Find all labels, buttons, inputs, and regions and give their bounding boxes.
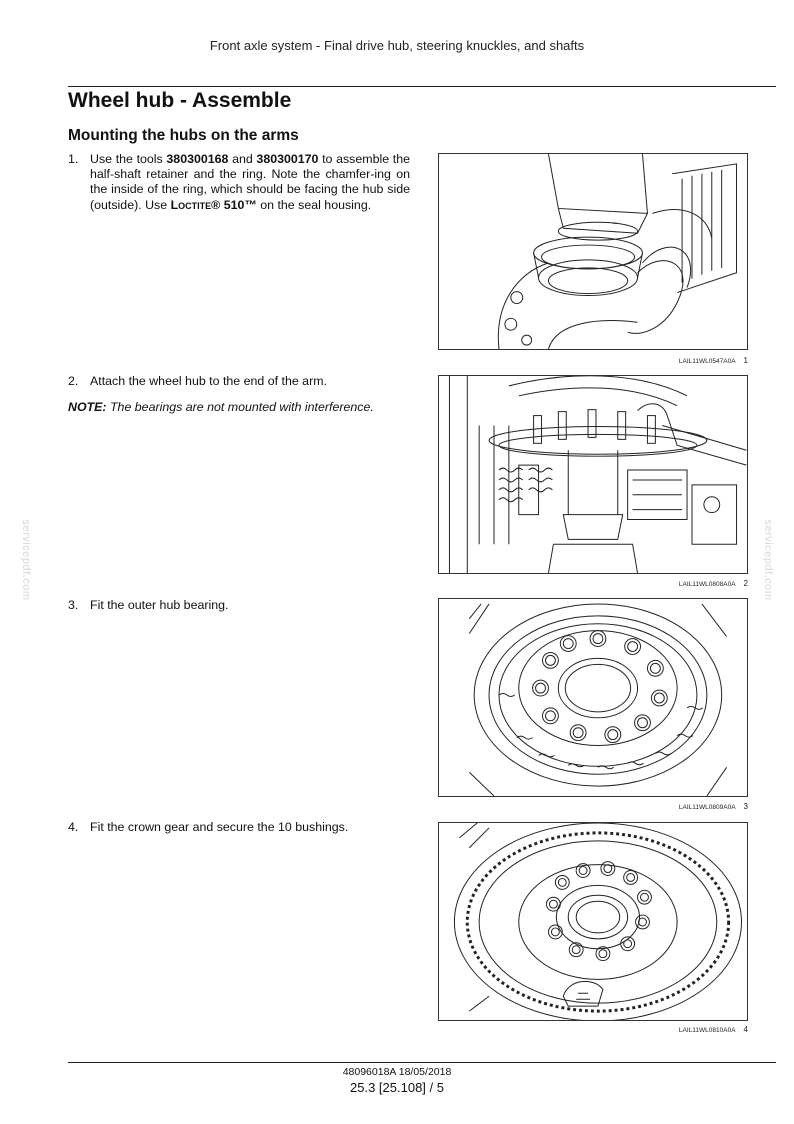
step-text [90, 152, 410, 213]
footer-divider [68, 1062, 776, 1063]
step-text-part: to assemble the half-shaft retainer and the ring. Note the chamfer-ing on the inside of the ring, which should be facing the hub side (outside). Use [90, 152, 411, 212]
page-title: Wheel hub - Assemble [68, 89, 292, 112]
step-text: Fit the crown gear and secure the 10 bushings. [90, 820, 349, 834]
figure-code: LAIL11WL0808A0A [678, 581, 736, 588]
step-number: 4. [68, 820, 79, 834]
figure-4-caption [438, 1025, 748, 1034]
step-number: 2. [68, 374, 79, 388]
figure-3-outer-bearing-illustration [438, 598, 748, 797]
footer-page-number: 25.3 [25.108] / 5 [350, 1080, 444, 1095]
footer-doc-code: 48096018A 18/05/2018 [342, 1066, 452, 1078]
step-2 [68, 374, 410, 389]
figure-3-caption [438, 802, 748, 811]
note [68, 400, 428, 414]
figure-1-ring-assembly-illustration [438, 153, 748, 350]
step-3 [68, 598, 410, 613]
figure-1-caption [438, 356, 748, 365]
note-text: The bearings are not mounted with interference. [106, 400, 374, 414]
tool-number: 380300170 [256, 152, 319, 166]
figure-number: 2 [743, 579, 748, 588]
step-4 [68, 820, 410, 835]
step-text: Attach the wheel hub to the end of the arm. [90, 374, 327, 388]
product-name: Loctite® 510™ [170, 197, 257, 212]
note-label: NOTE: [68, 400, 107, 414]
header-divider [68, 86, 776, 87]
figure-2-hub-attach-illustration [438, 375, 748, 574]
figure-4-crown-gear-illustration [438, 822, 748, 1021]
running-header: Front axle system - Final drive hub, steering knuckles, and shafts [209, 38, 585, 53]
watermark-right: servicepdf.com [762, 519, 774, 601]
step-1 [68, 152, 410, 213]
step-text-part: and [228, 152, 257, 166]
figure-number: 3 [743, 802, 748, 811]
tool-number: 380300168 [166, 152, 229, 166]
figure-code: LAIL11WL0810A0A [678, 1027, 736, 1034]
figure-code: LAIL11WL0547A0A [678, 358, 736, 365]
figure-number: 4 [743, 1025, 748, 1034]
step-number: 3. [68, 598, 79, 612]
figure-number: 1 [743, 356, 748, 365]
step-text-part: Use the tools [90, 152, 167, 166]
step-number: 1. [68, 152, 79, 166]
figure-2-caption [438, 579, 748, 588]
step-text: Fit the outer hub bearing. [90, 598, 229, 612]
watermark-left: servicepdf.com [20, 519, 32, 601]
section-title: Mounting the hubs on the arms [68, 127, 299, 144]
figure-code: LAIL11WL0809A0A [678, 804, 736, 811]
step-text-part: on the seal housing. [256, 197, 372, 212]
